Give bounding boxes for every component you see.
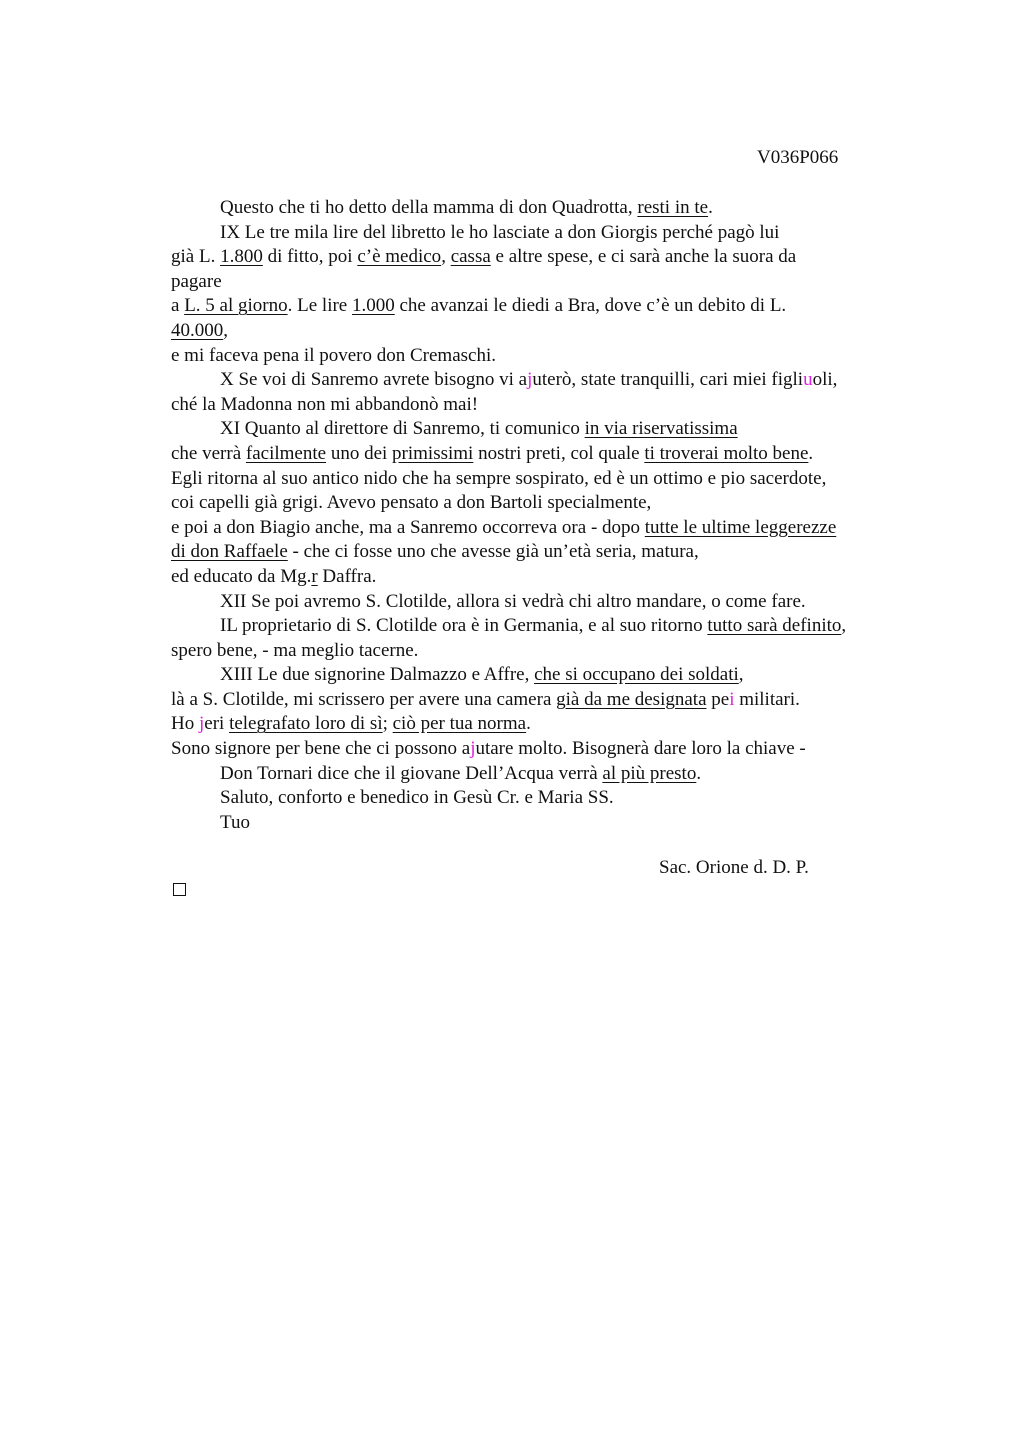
text-line: IL proprietario di S. Clotilde ora è in Germania, e al suo ritorno tutto sarà definito, <box>220 615 847 637</box>
text-line: e mi faceva pena il povero don Cremaschi. <box>171 344 496 366</box>
page-reference: V036P066 <box>757 147 839 168</box>
text-line: IX Le tre mila lire del libretto le ho lasciate a don Giorgis perché pagò lui <box>220 221 780 243</box>
text-line: ché la Madonna non mi abbandonò mai! <box>171 393 479 415</box>
text-line: a L. 5 al giorno. Le lire 1.000 che avanzai le diedi a Bra, dove c’è un debito di L. <box>171 295 787 317</box>
text-line: X Se voi di Sanremo avrete bisogno vi ajuterò, state tranquilli, cari miei figliuoli, <box>220 369 838 391</box>
text-line: di don Raffaele - che ci fosse uno che avesse già un’età seria, matura, <box>171 541 699 563</box>
square-outline-icon <box>173 883 186 896</box>
text-line: e poi a don Biagio anche, ma a Sanremo occorreva ora - dopo tutte le ultime leggerezze <box>171 516 837 538</box>
text-line: XII Se poi avremo S. Clotilde, allora si vedrà chi altro mandare, o come fare. <box>220 590 806 612</box>
signature: Sac. Orione d. D. P. <box>659 857 809 878</box>
text-line: Questo che ti ho detto della mamma di don Quadrotta, resti in te. <box>220 197 713 218</box>
text-line: spero bene, - ma meglio tacerne. <box>171 639 419 661</box>
text-line: Ho jeri telegrafato loro di sì; ciò per tua norma. <box>171 713 531 735</box>
text-line: Saluto, conforto e benedico in Gesù Cr. e Maria SS. <box>220 787 614 809</box>
letter-body <box>171 196 911 835</box>
text-line: XI Quanto al direttore di Sanremo, ti comunico in via riservatissima <box>220 418 738 440</box>
text-line: Sono signore per bene che ci possono ajutare molto. Bisognerà dare loro la chiave - <box>171 738 806 760</box>
text-line: pagare <box>171 270 222 292</box>
text-line: XIII Le due signorine Dalmazzo e Affre, che si occupano dei soldati, <box>220 664 744 686</box>
text-line: 40.000, <box>171 319 228 341</box>
text-line: ed educato da Mg.r Daffra. <box>171 565 377 587</box>
text-line: Egli ritorna al suo antico nido che ha sempre sospirato, ed è un ottimo e pio sacerdote, <box>171 467 827 489</box>
text-line: che verrà facilmente uno dei primissimi nostri preti, col quale ti troverai molto bene. <box>171 442 814 464</box>
text-line: Don Tornari dice che il giovane Dell’Acqua verrà al più presto. <box>220 762 702 784</box>
text-line: coi capelli già grigi. Avevo pensato a don Bartoli specialmente, <box>171 492 652 514</box>
closing-word: Tuo <box>220 811 250 833</box>
text-line: là a S. Clotilde, mi scrissero per avere una camera già da me designata pei militari. <box>171 688 800 710</box>
text-line: già L. 1.800 di fitto, poi c’è medico, cassa e altre spese, e ci sarà anche la suora da <box>171 246 797 268</box>
